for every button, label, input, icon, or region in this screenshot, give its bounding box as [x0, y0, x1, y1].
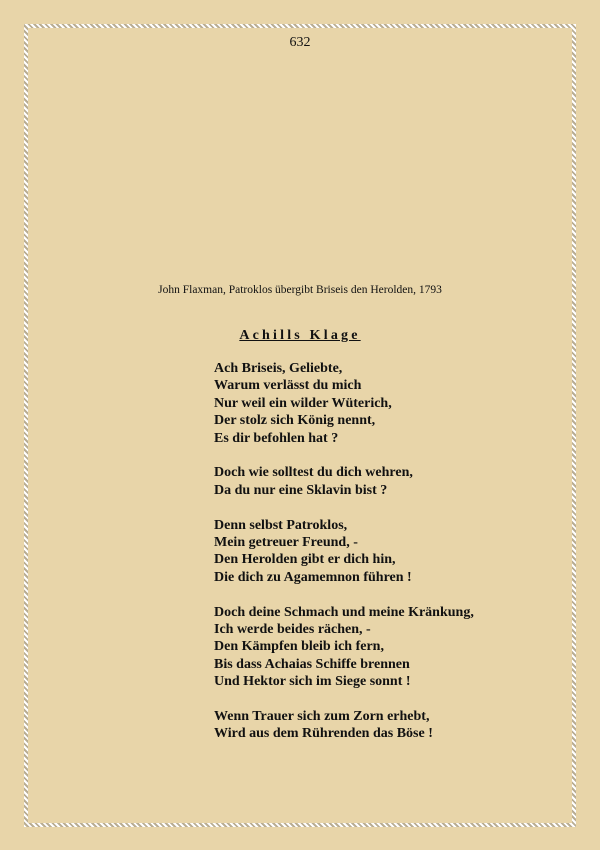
poem-title: Achills Klage	[239, 328, 361, 343]
poem-line: Es dir befohlen hat ?	[214, 430, 339, 446]
stanza	[214, 708, 554, 743]
poem-body	[214, 360, 554, 760]
poem-line: Mein getreuer Freund, -	[214, 535, 358, 551]
poem-line: Wird aus dem Rührenden das Böse !	[214, 726, 433, 742]
poem-line: Wenn Trauer sich zum Zorn erhebt,	[214, 709, 430, 725]
poem-line: Ach Briseis, Geliebte,	[214, 361, 343, 376]
stanza	[214, 464, 554, 499]
poem-line: Ich werde beides rächen, -	[214, 622, 371, 638]
poem-line: Nur weil ein wilder Wüterich,	[214, 395, 392, 411]
poem-line: Der stolz sich König nennt,	[214, 413, 376, 429]
poem-line: Da du nur eine Sklavin bist ?	[214, 482, 388, 498]
poem-line: Den Kämpfen bleib ich fern,	[214, 639, 384, 655]
stanza	[214, 360, 554, 447]
stanza	[214, 517, 554, 587]
poem-line: Doch deine Schmach und meine Kränkung,	[214, 604, 474, 620]
stanza	[214, 604, 554, 691]
poem-line: Den Herolden gibt er dich hin,	[214, 552, 396, 568]
poem-line: Doch wie solltest du dich wehren,	[214, 465, 413, 481]
poem-line: Bis dass Achaias Schiffe brennen	[214, 656, 410, 672]
page-number: 632	[289, 35, 311, 50]
poem-line: Die dich zu Agamemnon führen !	[214, 569, 412, 585]
poem-line: Warum verlässt du mich	[214, 378, 362, 394]
poem-line: Und Hektor sich im Siege sonnt !	[214, 674, 411, 690]
poem-line: Denn selbst Patroklos,	[214, 517, 348, 533]
image-caption: John Flaxman, Patroklos übergibt Briseis den Herolden, 1793	[158, 284, 442, 296]
